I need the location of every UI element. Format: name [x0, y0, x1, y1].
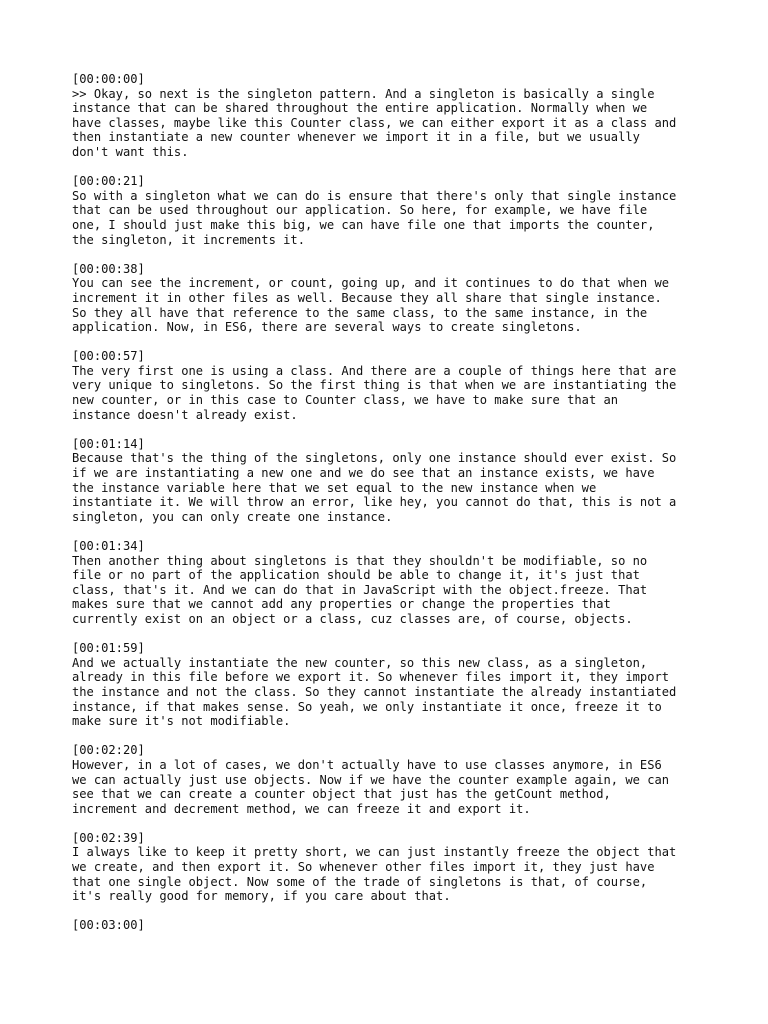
timestamp: [00:01:14]	[72, 436, 145, 451]
timestamp: [00:00:00]	[72, 72, 145, 86]
transcript-text: So with a singleton what we can do is ensure that there's only that single instance that can be used throughout our application. So here, for example, we have file one, I should just make this big, we can have file one that imports the counter, the singleton, it increments it.	[72, 188, 677, 247]
transcript-entry	[72, 72, 712, 160]
transcript-text: And we actually instantiate the new counter, so this new class, as a singleton, already in this file before we export it. So whenever files import it, they import the instance and not the class. So they cannot instantiate the already instantiated instance, if that makes sense. So yeah, we only instantiate it once, freeze it to make sure it's not modifiable.	[72, 655, 677, 729]
timestamp: [00:03:00]	[72, 918, 145, 933]
transcript-page	[72, 72, 712, 948]
transcript-entry	[72, 539, 712, 627]
transcript-text: Then another thing about singletons is that they shouldn't be modifiable, so no file or no part of the application should be able to change it, it's just that class, that's it. And we can do that in JavaScript with the object.freeze. That makes sure that we cannot add any properties or change the properties that currently exist on an object or a class, cuz classes are, of course, objects.	[72, 553, 648, 626]
timestamp: [00:00:21]	[72, 174, 145, 189]
transcript-text: However, in a lot of cases, we don't actually have to use classes anymore, in ES6 we can actually just use objects. Now if we have the counter example again, we can see that we can create a counter object that just has the getCount method, increment and decrement method, we can freeze it and export it.	[72, 757, 670, 816]
timestamp: [00:01:59]	[72, 641, 145, 656]
timestamp: [00:01:34]	[72, 539, 145, 553]
transcript-text: Because that's the thing of the singletons, only one instance should ever exist. So if we are instantiating a new one and we do see that an instance exists, we have the instance variable here that we set equal to the new instance when we instantiate it. We will throw an error, like hey, you cannot do that, this is not a singleton, you can only create one instance.	[72, 451, 677, 524]
transcript-entry	[72, 437, 712, 525]
transcript-text: You can see the increment, or count, going up, and it continues to do that when we increment it in other files as well. Because they all share that single instance. So they all have that reference to the same class, to the same instance, in the application. Now, in ES6, there are several ways to create singletons.	[72, 276, 670, 335]
timestamp: [00:02:39]	[72, 830, 145, 845]
timestamp: [00:00:57]	[72, 349, 145, 364]
transcript-entry	[72, 349, 712, 422]
transcript-entry	[72, 174, 712, 247]
transcript-text: The very first one is using a class. And there are a couple of things here that are very unique to singletons. So the first thing is that when we are instantiating the new counter, or in this case to Counter class, we have to make sure that an instance doesn't already exist.	[72, 363, 677, 422]
transcript-entry	[72, 743, 712, 816]
transcript-entry	[72, 262, 712, 335]
transcript-entry	[72, 918, 712, 933]
transcript-text: I always like to keep it pretty short, we can just instantly freeze the object that we create, and then export it. So whenever other files import it, they just have that one single object. Now some of the trade of singletons is that, of course, it's really good for memory, if you care about that.	[72, 845, 677, 904]
timestamp: [00:00:38]	[72, 261, 145, 276]
transcript-entry	[72, 831, 712, 904]
transcript-entry	[72, 641, 712, 729]
transcript-text: >> Okay, so next is the singleton pattern. And a singleton is basically a single instance that can be shared throughout the entire application. Normally when we have classes, maybe like this Counter class, we can either export it as a class and then instantiate a new counter whenever we import it in a file, but we usually don't want this.	[72, 86, 677, 159]
timestamp: [00:02:20]	[72, 743, 145, 758]
